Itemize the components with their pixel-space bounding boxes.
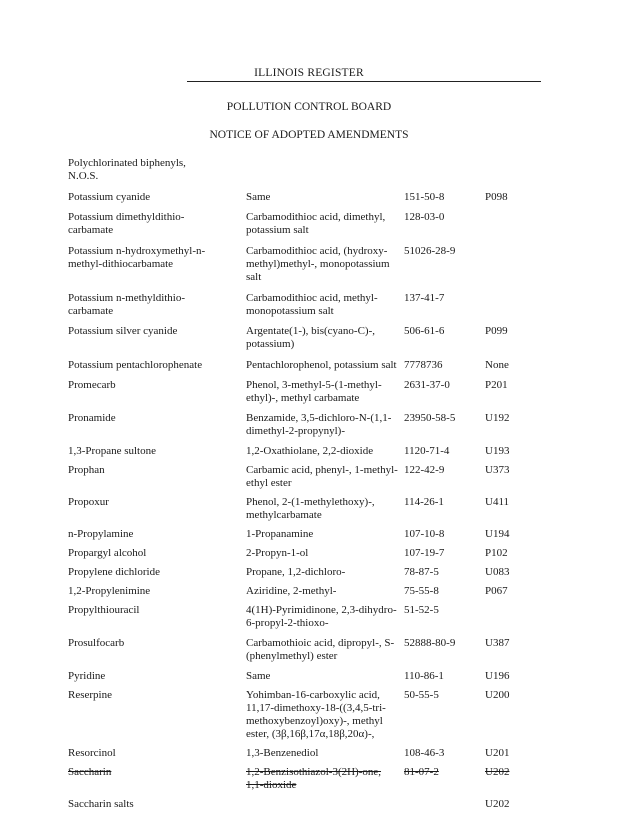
substance-synonym: Carbamothioic acid, dipropyl-, S- (phenylmethyl) ester [246, 637, 395, 662]
table-row [68, 604, 568, 630]
substance-name: Potassium pentachlorophenate [68, 359, 203, 371]
waste-code [485, 292, 525, 318]
table-row [68, 689, 568, 741]
table-row [68, 670, 568, 683]
board-title: POLLUTION CONTROL BOARD [226, 101, 392, 113]
cas-number: 7778736 [404, 359, 443, 371]
waste-code: U202 [485, 798, 510, 810]
table-row [68, 445, 568, 458]
cas-number: 51026-28-9 [404, 245, 456, 257]
table-row [68, 211, 568, 237]
cas-number: 23950-58-5 [404, 412, 456, 424]
cas-number: 128-03-0 [404, 211, 445, 223]
cas-number: 2631-37-0 [404, 379, 450, 391]
substance-synonym: Aziridine, 2-methyl- [246, 585, 337, 597]
table-row [68, 359, 568, 372]
substance-name: Pyridine [68, 670, 106, 682]
substance-synonym: Carbamodithioc acid, methyl- monopotassium salt [246, 292, 378, 317]
substance-name: Promecarb [68, 379, 116, 391]
table-row [68, 412, 568, 438]
substance-name: Polychlorinated biphenyls, N.O.S. [68, 157, 186, 182]
table-row [68, 585, 568, 598]
cas-number: 1120-71-4 [404, 445, 450, 457]
substance-name: Potassium silver cyanide [68, 325, 178, 337]
table-row [68, 292, 568, 318]
table-row [68, 464, 568, 490]
waste-code [485, 604, 525, 630]
substance-synonym: Carbamic acid, phenyl-, 1-methyl- ethyl ester [246, 464, 398, 489]
waste-code [485, 211, 525, 237]
waste-code: U201 [485, 747, 510, 759]
table-row [68, 747, 568, 760]
substance-name: Saccharin [68, 766, 112, 778]
cas-number: 114-26-1 [404, 496, 444, 508]
waste-code: P099 [485, 325, 508, 337]
header-rule [187, 81, 541, 82]
substance-synonym: Pentachlorophenol, potassium salt [246, 359, 397, 371]
substance-name: Prosulfocarb [68, 637, 125, 649]
substance-name: n-Propylamine [68, 528, 134, 540]
substance-name: Prophan [68, 464, 105, 476]
table-row [68, 496, 568, 522]
waste-code [485, 245, 525, 284]
cas-number: 50-55-5 [404, 689, 439, 701]
substance-name: Potassium n-hydroxymethyl-n- methyl-dithiocarbamate [68, 245, 206, 270]
substance-name: Reserpine [68, 689, 112, 701]
table-row [68, 379, 568, 405]
cas-number: 52888-80-9 [404, 637, 456, 649]
substance-name: Propylene dichloride [68, 566, 160, 578]
table-row [68, 157, 568, 183]
waste-code: U200 [485, 689, 510, 701]
substance-synonym: Carbamodithioc acid, (hydroxy- methyl)methyl-, monopotassium salt [246, 245, 390, 283]
substance-name: Pronamide [68, 412, 116, 424]
substance-name: 1,3-Propane sultone [68, 445, 156, 457]
table-row [68, 191, 568, 204]
waste-code: None [485, 359, 509, 371]
substance-synonym: Argentate(1-), bis(cyano-C)-, potassium) [246, 325, 375, 350]
substance-name: 1,2-Propylenimine [68, 585, 151, 597]
cas-number: 137-41-7 [404, 292, 445, 304]
substance-synonym: 1,2-Oxathiolane, 2,2-dioxide [246, 445, 374, 457]
substance-synonym: Phenol, 3-methyl-5-(1-methyl- ethyl)-, methyl carbamate [246, 379, 382, 404]
waste-code: P067 [485, 585, 508, 597]
cas-number: 51-52-5 [404, 604, 439, 616]
substance-synonym: 2-Propyn-1-ol [246, 547, 309, 559]
waste-code: U192 [485, 412, 510, 424]
cas-number: 81-07-2 [404, 766, 439, 778]
substance-name: Potassium cyanide [68, 191, 151, 203]
waste-code: P098 [485, 191, 508, 203]
cas-number: 107-10-8 [404, 528, 445, 540]
cas-number: 122-42-9 [404, 464, 445, 476]
substance-name: Potassium dimethyldithio- carbamate [68, 211, 185, 236]
substance-name: Propoxur [68, 496, 109, 508]
waste-code: U202 [485, 766, 510, 778]
waste-code: U196 [485, 670, 510, 682]
substance-synonym: 1,3-Benzenediol [246, 747, 319, 759]
substance-synonym: Phenol, 2-(1-methylethoxy)-, methylcarbamate [246, 496, 375, 521]
cas-number: 107-19-7 [404, 547, 445, 559]
waste-code: U373 [485, 464, 510, 476]
substance-synonym: Propane, 1,2-dichloro- [246, 566, 346, 578]
waste-code: P201 [485, 379, 508, 391]
table-row [68, 766, 568, 792]
table-row [68, 637, 568, 663]
table-row [68, 325, 568, 351]
cas-number: 75-55-8 [404, 585, 439, 597]
substance-name: Propylthiouracil [68, 604, 140, 616]
substance-synonym: 4(1H)-Pyrimidinone, 2,3-dihydro- 6-propyl-2-thioxo- [246, 604, 397, 629]
cas-number: 151-50-8 [404, 191, 445, 203]
notice-title: NOTICE OF ADOPTED AMENDMENTS [209, 129, 409, 141]
waste-code: P102 [485, 547, 508, 559]
substance-synonym: Carbamodithioc acid, dimethyl, potassium salt [246, 211, 386, 236]
waste-code: U193 [485, 445, 510, 457]
substance-name: Resorcinol [68, 747, 116, 759]
substance-synonym [246, 157, 404, 183]
substance-synonym: Same [246, 670, 271, 682]
table-row [68, 528, 568, 541]
waste-code: U083 [485, 566, 510, 578]
register-title: ILLINOIS REGISTER [254, 67, 364, 79]
substance-synonym: 1,2-Benzisothiazol-3(2H)-one, 1,1-dioxide [246, 766, 382, 791]
substance-synonym: Yohimban-16-carboxylic acid, 11,17-dimethoxy-18-((3,4,5-tri- methoxybenzoyl)oxy)-, methyl ester, (3β,16β,17α,18β,20α)-, [246, 689, 386, 740]
table-row [68, 566, 568, 579]
cas-number: 78-87-5 [404, 566, 439, 578]
cas-number [404, 157, 485, 183]
substance-synonym: Benzamide, 3,5-dichloro-N-(1,1- dimethyl-2-propynyl)- [246, 412, 392, 437]
cas-number: 110-86-1 [404, 670, 444, 682]
substance-name: Saccharin salts [68, 798, 134, 810]
waste-code: U387 [485, 637, 510, 649]
waste-code: U411 [485, 496, 510, 508]
table-row [68, 245, 568, 284]
cas-number: 108-46-3 [404, 747, 445, 759]
substance-name: Propargyl alcohol [68, 547, 147, 559]
substance-synonym: 1-Propanamine [246, 528, 314, 540]
waste-code: U194 [485, 528, 510, 540]
waste-code [485, 157, 525, 183]
cas-number: 506-61-6 [404, 325, 445, 337]
hazardous-substances-table [68, 157, 568, 819]
substance-name: Potassium n-methyldithio- carbamate [68, 292, 186, 317]
table-row [68, 547, 568, 560]
substance-synonym: Same [246, 191, 271, 203]
